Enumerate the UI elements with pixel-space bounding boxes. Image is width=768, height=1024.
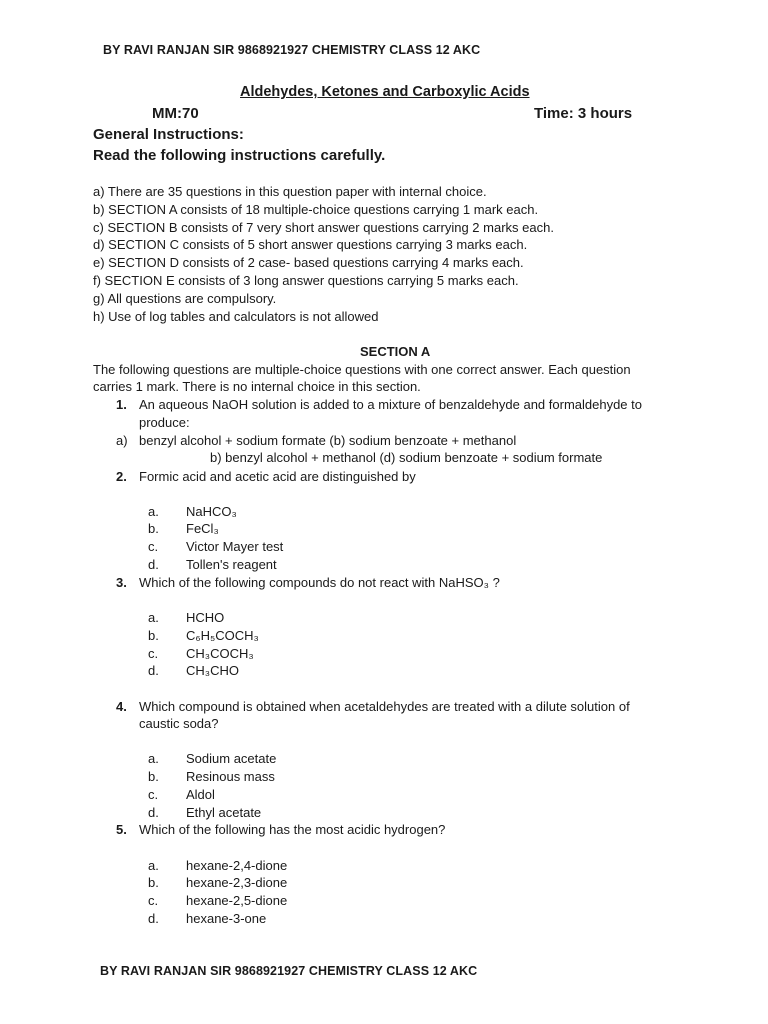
option-label: b. [148, 521, 159, 536]
option-label: c. [148, 787, 159, 802]
question-text: Formic acid and acetic acid are distinguished by [139, 469, 416, 484]
question-text: caustic soda? [139, 716, 219, 731]
read-instructions-heading: Read the following instructions carefully. [93, 147, 386, 164]
page-header: BY RAVI RANJAN SIR 9868921927 CHEMISTRY CLASS 12 AKC [103, 43, 481, 57]
section-a-intro: carries 1 mark. There is no internal choice in this section. [93, 379, 421, 394]
option-label: a. [148, 858, 159, 873]
option-text: HCHO [186, 610, 225, 625]
section-a-intro: The following questions are multiple-choice questions with one correct answer. Each question [93, 362, 631, 377]
option-label: d. [148, 557, 159, 572]
option-label: d. [148, 663, 159, 678]
option-text: CH₃CHO [186, 663, 239, 678]
option-text: benzyl alcohol + sodium formate (b) sodium benzoate + methanol [139, 433, 517, 448]
option-text: Tollen's reagent [186, 557, 277, 572]
option-text: hexane-2,5-dione [186, 893, 288, 908]
option-text: hexane-2,4-dione [186, 858, 288, 873]
option-label: d. [148, 805, 159, 820]
option-text: Resinous mass [186, 769, 275, 784]
instruction-item: g) All questions are compulsory. [93, 291, 277, 306]
option-label: d. [148, 911, 159, 926]
option-text: C₆H₅COCH₃ [186, 628, 259, 643]
option-text: Sodium acetate [186, 751, 277, 766]
instruction-item: c) SECTION B consists of 7 very short answer questions carrying 2 marks each. [93, 220, 554, 235]
instruction-item: d) SECTION C consists of 5 short answer questions carrying 3 marks each. [93, 237, 528, 252]
option-text: hexane-3-one [186, 911, 267, 926]
option-label: b. [148, 628, 159, 643]
instruction-item: b) SECTION A consists of 18 multiple-choice questions carrying 1 mark each. [93, 202, 539, 217]
option-label: a. [148, 504, 159, 519]
page-footer: BY RAVI RANJAN SIR 9868921927 CHEMISTRY CLASS 12 AKC [100, 964, 478, 978]
question-number: 1. [116, 397, 127, 412]
time-allowed: Time: 3 hours [534, 105, 633, 122]
instruction-item: a) There are 35 questions in this question paper with internal choice. [93, 184, 487, 199]
option-label: c. [148, 539, 159, 554]
question-text: An aqueous NaOH solution is added to a mixture of benzaldehyde and formaldehyde to [139, 397, 642, 412]
question-number: 2. [116, 469, 127, 484]
option-text: hexane-2,3-dione [186, 875, 288, 890]
option-text: Aldol [186, 787, 215, 802]
option-text: CH₃COCH₃ [186, 646, 254, 661]
question-number: 4. [116, 699, 127, 714]
option-label: b. [148, 875, 159, 890]
option-text: b) benzyl alcohol + methanol (d) sodium benzoate + sodium formate [210, 450, 603, 465]
question-number: 5. [116, 822, 127, 837]
question-number: 3. [116, 575, 127, 590]
instruction-item: h) Use of log tables and calculators is not allowed [93, 309, 379, 324]
option-label: c. [148, 646, 159, 661]
section-a-heading: SECTION A [360, 344, 431, 359]
option-label: c. [148, 893, 159, 908]
page-title: Aldehydes, Ketones and Carboxylic Acids [240, 84, 530, 100]
option-label: a. [148, 610, 159, 625]
question-text: Which of the following has the most acidic hydrogen? [139, 822, 446, 837]
instruction-item: f) SECTION E consists of 3 long answer questions carrying 5 marks each. [93, 273, 519, 288]
option-text: FeCl₃ [186, 521, 219, 536]
option-text: NaHCO₃ [186, 504, 237, 519]
option-text: Victor Mayer test [186, 539, 284, 554]
max-marks: MM:70 [152, 105, 199, 122]
general-instructions-heading: General Instructions: [93, 126, 244, 143]
question-text: Which compound is obtained when acetaldehydes are treated with a dilute solution of [139, 699, 630, 714]
question-text: produce: [139, 415, 190, 430]
option-label: b. [148, 769, 159, 784]
option-label: a. [148, 751, 159, 766]
question-text: Which of the following compounds do not react with NaHSO₃ ? [139, 575, 500, 590]
instruction-item: e) SECTION D consists of 2 case- based questions carrying 4 marks each. [93, 255, 524, 270]
option-text: Ethyl acetate [186, 805, 262, 820]
option-label: a) [116, 433, 128, 448]
